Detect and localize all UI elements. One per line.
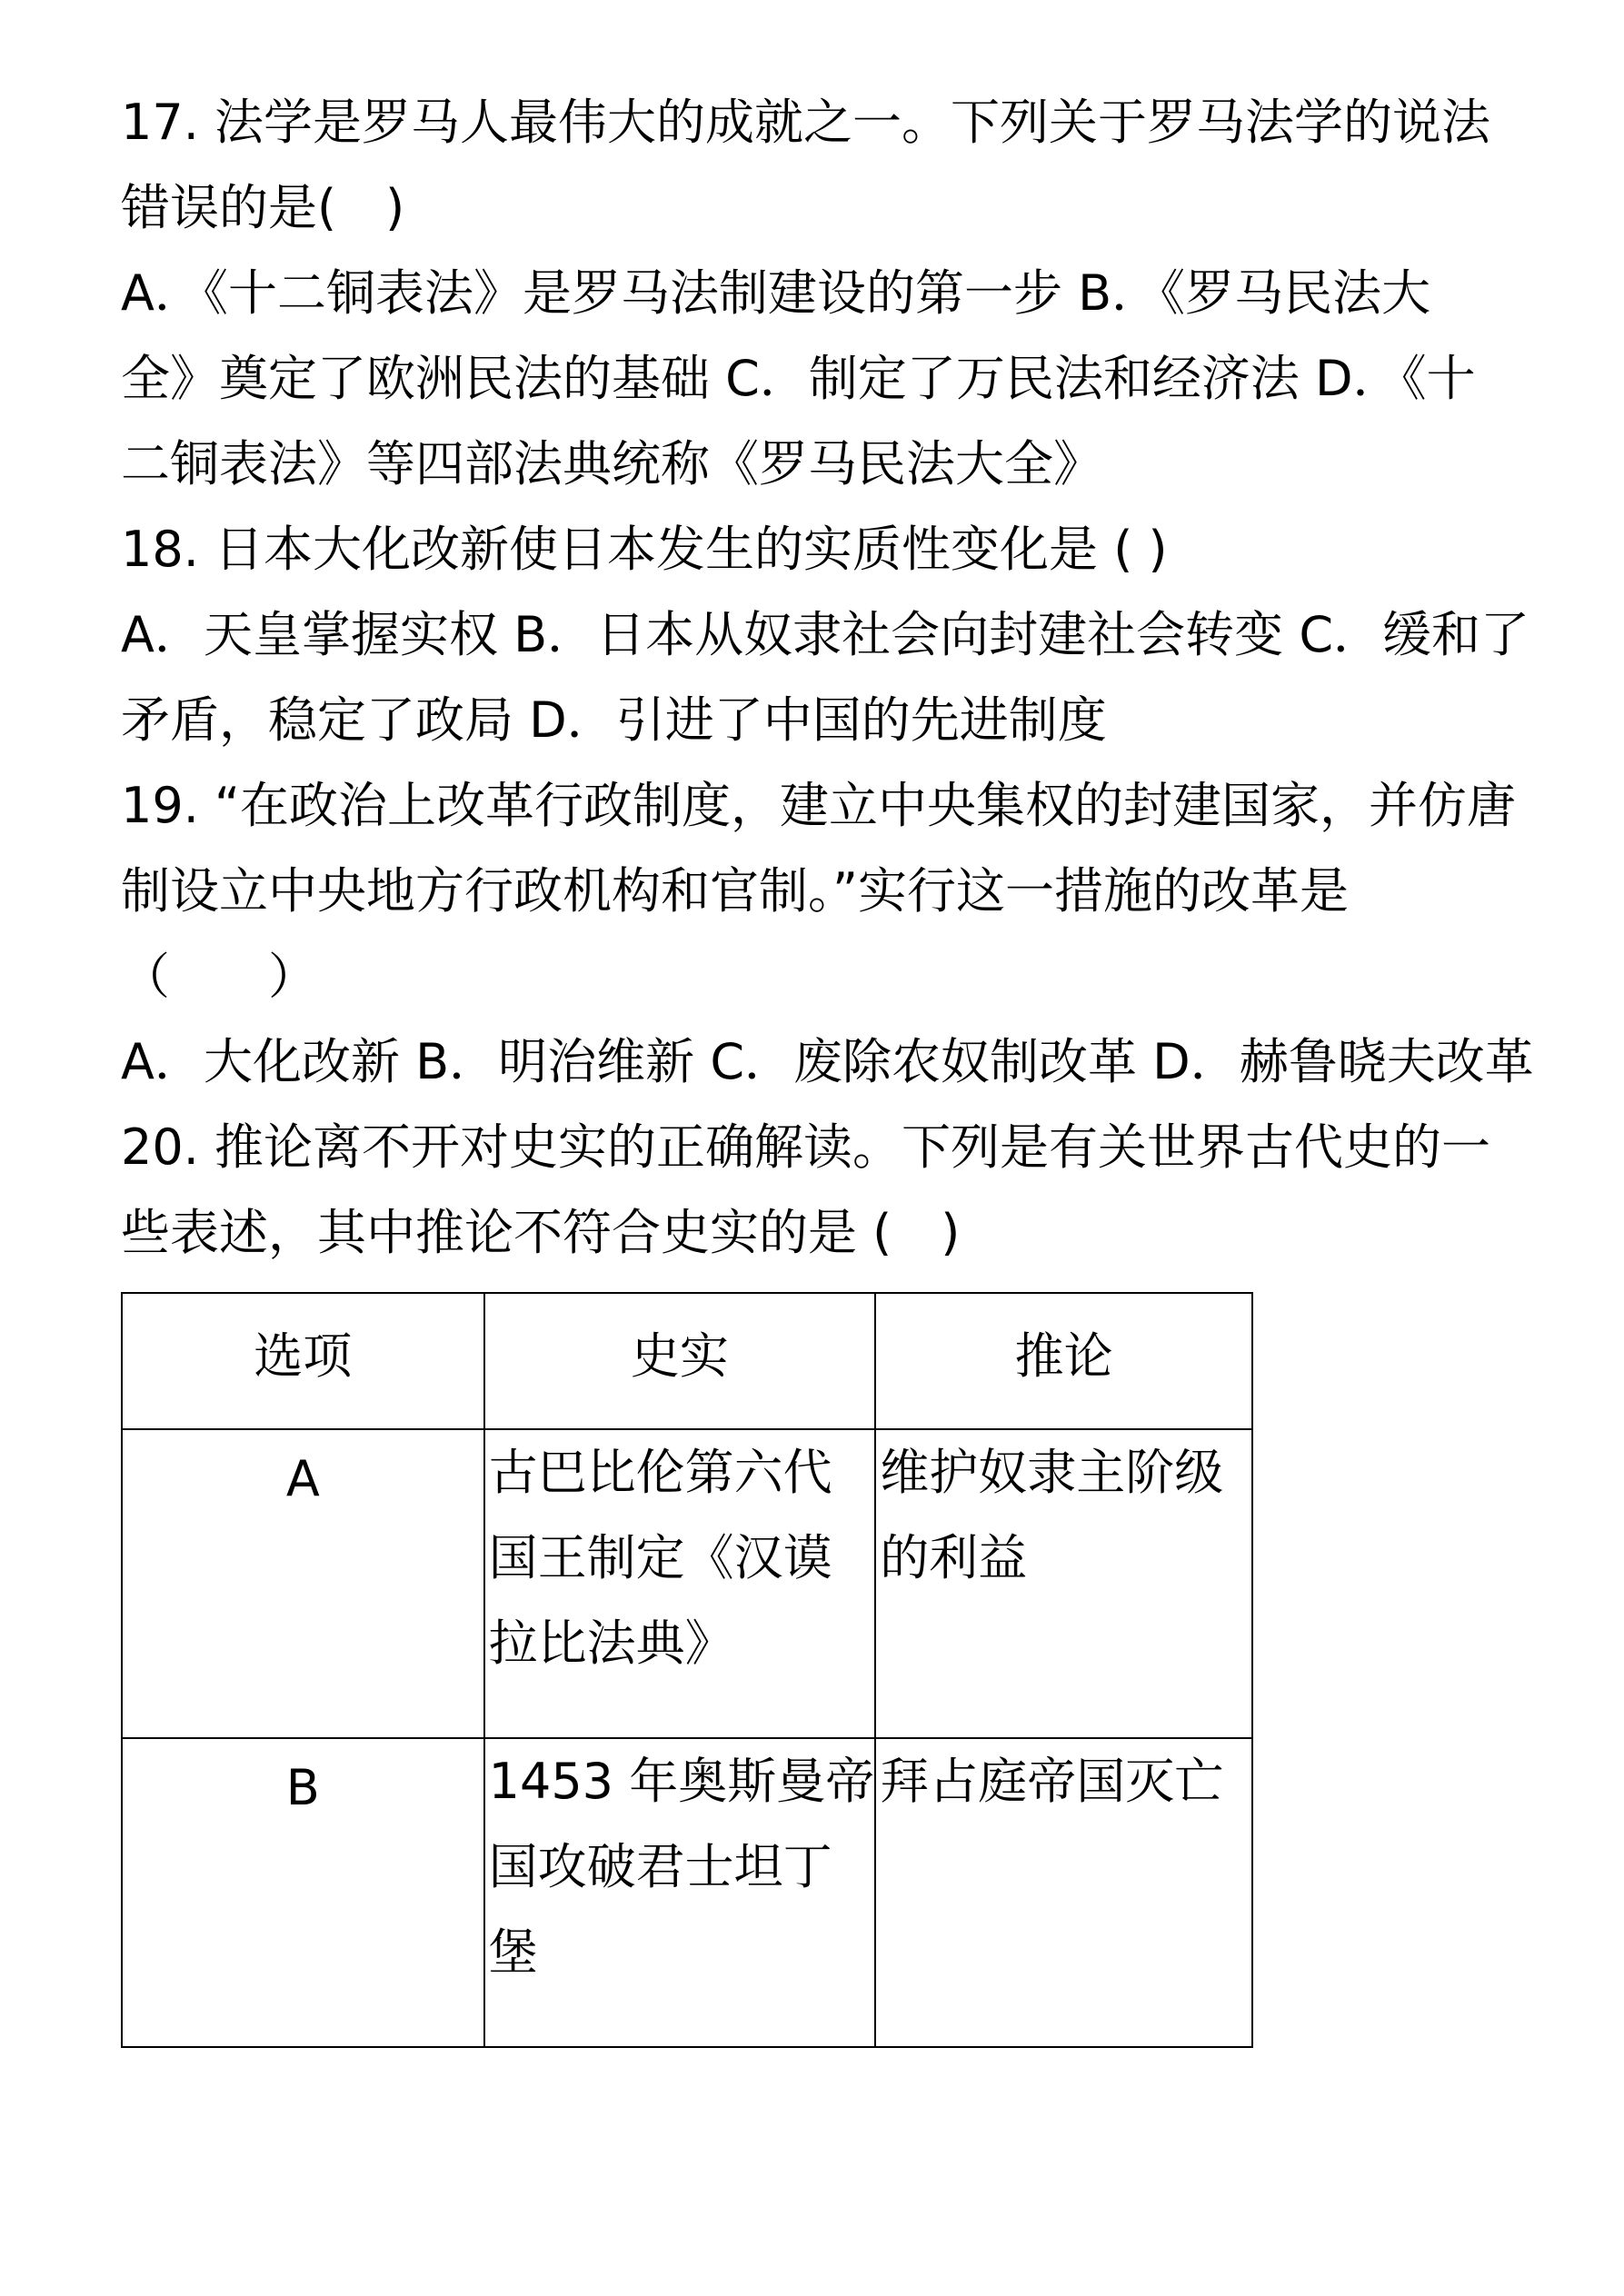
question-options-line: A．《十二铜表法》是罗马法制建设的第一步 B．《罗马民法大 xyxy=(121,264,1431,322)
option-cell: A xyxy=(122,1429,484,1738)
question-options-line: A．大化改新 B．明治维新 C．废除农奴制改革 D．赫鲁晓夫改革 xyxy=(121,1033,1534,1090)
fact-cell xyxy=(484,1429,876,1738)
option-cell: B xyxy=(122,1738,484,2047)
question-line: 18. 日本大化改新使日本发生的实质性变化是 ( ) xyxy=(121,521,1168,578)
fact-line: 国攻破君士坦丁 xyxy=(488,1838,832,1895)
header-option: 选项 xyxy=(122,1293,484,1429)
document-page xyxy=(121,80,1539,2048)
question-20 xyxy=(121,1105,1539,1276)
table-row xyxy=(122,1429,1252,1738)
question-line: 19. “在政治上改革行政制度，建立中央集权的封建国家，并仿唐 xyxy=(121,777,1517,834)
question-line: （ ） xyxy=(121,948,317,1005)
question-line: 17. 法学是罗马人最伟大的成就之一。下列关于罗马法学的说法 xyxy=(121,94,1491,151)
header-inference: 推论 xyxy=(875,1293,1252,1429)
inference-line: 维护奴隶主阶级 xyxy=(880,1444,1224,1501)
fact-line: 1453 年奥斯曼帝 xyxy=(488,1753,875,1810)
question-line: 错误的是( ) xyxy=(121,179,405,236)
question-17 xyxy=(121,80,1539,507)
question-line: 制设立中央地方行政机构和官制。”实行这一措施的改革是 xyxy=(121,862,1349,919)
table-row xyxy=(122,1738,1252,2047)
inference-line: 的利益 xyxy=(880,1529,1028,1586)
inference-cell xyxy=(875,1738,1252,2047)
fact-line: 拉比法典》 xyxy=(488,1615,734,1672)
question-line: 20. 推论离不开对史实的正确解读。下列是有关世界古代史的一 xyxy=(121,1118,1491,1176)
question-options-line: 全》奠定了欧洲民法的基础 C．制定了万民法和经济法 D．《十 xyxy=(121,350,1476,407)
question-line: 些表述，其中推论不符合史实的是 ( ) xyxy=(121,1204,961,1261)
question-18 xyxy=(121,507,1539,763)
question-19 xyxy=(121,763,1539,1105)
fact-line: 国王制定《汉谟 xyxy=(488,1529,832,1586)
fact-line: 堡 xyxy=(488,1923,538,1981)
question-options-line: 二铜表法》等四部法典统称《罗马民法大全》 xyxy=(121,435,1102,492)
fact-line: 古巴比伦第六代 xyxy=(488,1444,832,1501)
history-table xyxy=(121,1292,1253,2048)
inference-line: 拜占庭帝国灭亡 xyxy=(880,1753,1224,1810)
table-header-row xyxy=(122,1293,1252,1429)
question-options-line: A．天皇掌握实权 B．日本从奴隶社会向封建社会转变 C．缓和了 xyxy=(121,606,1530,663)
header-fact: 史实 xyxy=(484,1293,876,1429)
question-options-line: 矛盾，稳定了政局 D．引进了中国的先进制度 xyxy=(121,691,1107,749)
fact-cell xyxy=(484,1738,876,2047)
inference-cell xyxy=(875,1429,1252,1738)
